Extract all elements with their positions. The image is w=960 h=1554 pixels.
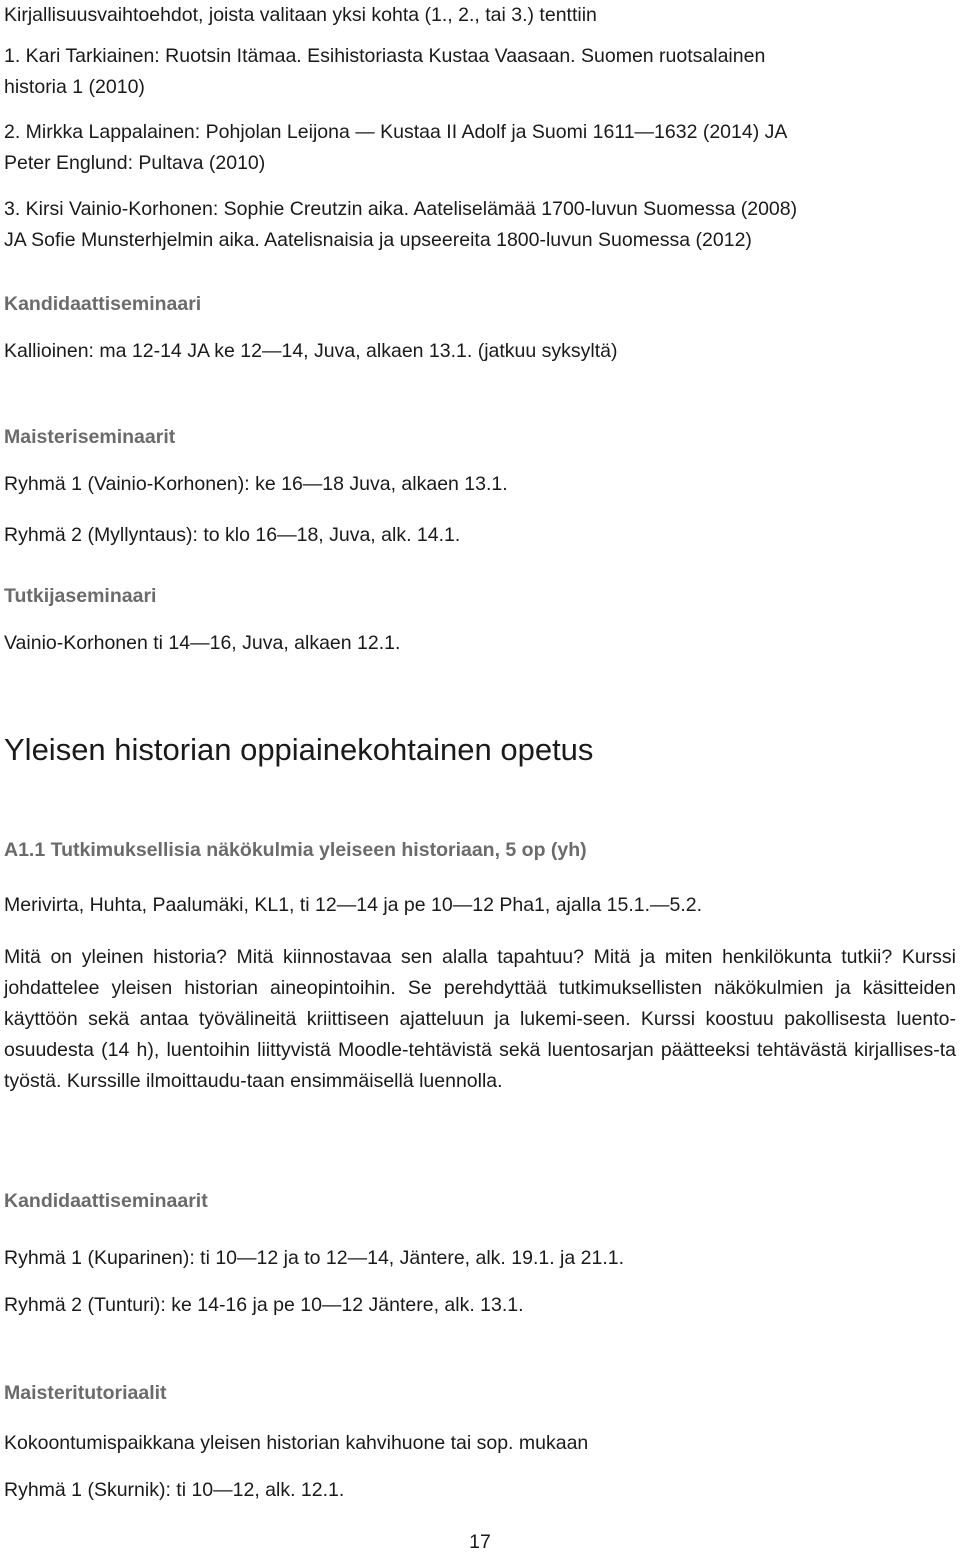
course-description: Mitä on yleinen historia? Mitä kiinnostavaa sen alalla tapahtuu? Mitä ja miten henkilökunta tutkii? Kurssi johdattelee yleisen historian aineopintoihin. Se perehdyttää tutkimuksellisten näkökulmien ja käsitteiden käyttöön sekä antaa työvälineitä kriittiseen ajatteluun ja lukemi-seen. Kurssi koostuu pakollisesta luento-osuudesta (14 h), luentoihin liittyvistä Moodle-tehtävistä sekä luentosarjan päätteeksi tehtävästä kirjallises-ta työstä. Kurssille ilmoittaudu-taan ensimmäisellä luennolla.: [4, 946, 956, 1092]
tutkijaseminaari-heading: Tutkijaseminaari: [4, 585, 157, 607]
book-option-2: 2. Mirkka Lappalainen: Pohjolan Leijona — Kustaa II Adolf ja Suomi 1611—1632 (2014) JA: [4, 121, 788, 143]
tutoriaali-group-1: Ryhmä 1 (Skurnik): ti 10—12, alk. 12.1.: [4, 1479, 345, 1501]
maisteriseminaari-group-1: Ryhmä 1 (Vainio-Korhonen): ke 16—18 Juva, alkaen 13.1.: [4, 473, 508, 495]
book-option-1-cont: historia 1 (2010): [4, 76, 145, 98]
tutoriaali-location: Kokoontumispaikkana yleisen historian kahvihuone tai sop. mukaan: [4, 1432, 589, 1454]
kandidaattiseminaarit-heading: Kandidaattiseminaarit: [4, 1190, 208, 1212]
book-option-2-cont: Peter Englund: Pultava (2010): [4, 152, 266, 174]
kandidaattiseminaari-heading: Kandidaattiseminaari: [4, 293, 202, 315]
maisteriseminaarit-heading: Maisteriseminaarit: [4, 426, 176, 448]
book-option-1: 1. Kari Tarkiainen: Ruotsin Itämaa. Esihistoriasta Kustaa Vaasaan. Suomen ruotsalainen: [4, 45, 766, 67]
intro-text: Kirjallisuusvaihtoehdot, joista valitaan yksi kohta (1., 2., tai 3.) tenttiin: [4, 4, 597, 26]
kandidaattiseminaari-line: Kallioinen: ma 12-14 JA ke 12—14, Juva, alkaen 13.1. (jatkuu syksyltä): [4, 340, 618, 362]
kandidaattiseminaari-group-2: Ryhmä 2 (Tunturi): ke 14-16 ja pe 10—12 Jäntere, alk. 13.1.: [4, 1294, 524, 1316]
maisteritutoriaalit-heading: Maisteritutoriaalit: [4, 1382, 167, 1404]
course-heading: A1.1 Tutkimuksellisia näkökulmia yleiseen historiaan, 5 op (yh): [4, 839, 587, 861]
maisteriseminaari-group-2: Ryhmä 2 (Myllyntaus): to klo 16—18, Juva, alk. 14.1.: [4, 524, 461, 546]
tutkijaseminaari-line: Vainio-Korhonen ti 14—16, Juva, alkaen 12.1.: [4, 632, 401, 654]
main-heading: Yleisen historian oppiainekohtainen opetus: [4, 732, 594, 767]
course-teachers: Merivirta, Huhta, Paalumäki, KL1, ti 12—14 ja pe 10—12 Pha1, ajalla 15.1.—5.2.: [4, 894, 703, 916]
book-option-3-cont: JA Sofie Munsterhjelmin aika. Aatelisnaisia ja upseereita 1800-luvun Suomessa (2012): [4, 229, 752, 251]
page-number: 17: [469, 1531, 491, 1553]
book-option-3: 3. Kirsi Vainio-Korhonen: Sophie Creutzin aika. Aateliselämää 1700-luvun Suomessa (2008): [4, 198, 798, 220]
kandidaattiseminaari-group-1: Ryhmä 1 (Kuparinen): ti 10—12 ja to 12—14, Jäntere, alk. 19.1. ja 21.1.: [4, 1247, 625, 1269]
